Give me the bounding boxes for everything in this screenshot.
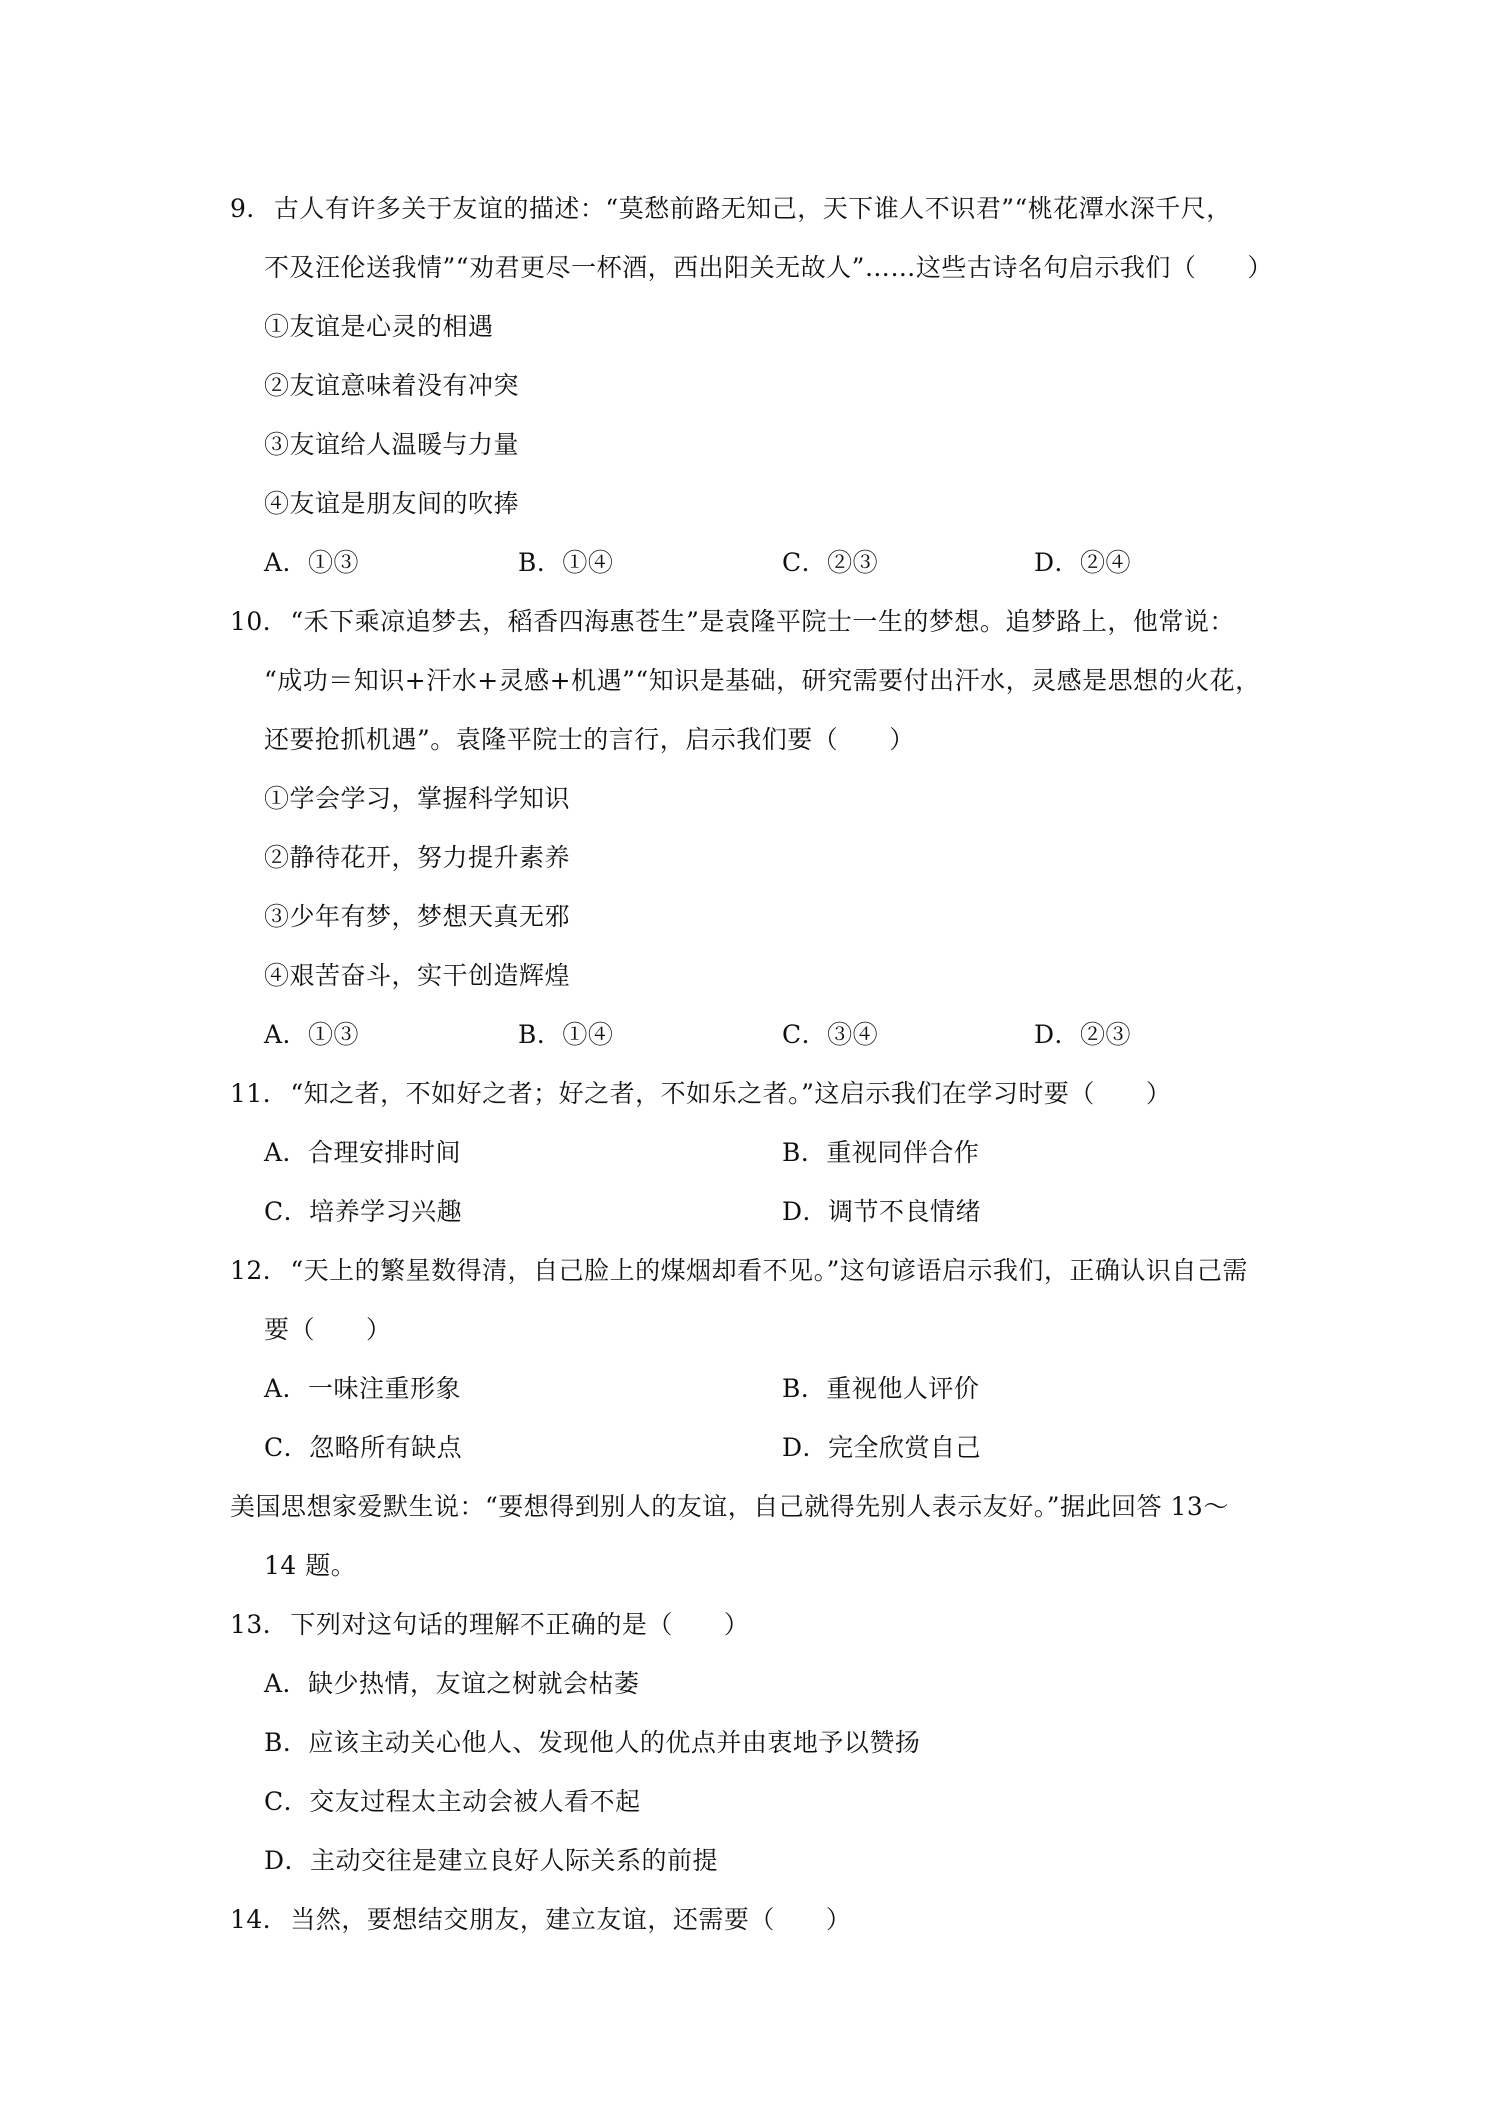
question-9-line-1	[230, 192, 1232, 226]
question-10-option-a: A．①③	[264, 1020, 360, 1049]
question-9-option-a: A．①③	[264, 548, 360, 577]
question-12-number: 12．	[230, 1256, 289, 1285]
question-9-stem: 古人有许多关于友谊的描述：“莫愁前路无知己，天下谁人不识君”“桃花潭水深千尺，	[273, 194, 1232, 223]
question-12-line-2: 要（ ）	[264, 1315, 392, 1344]
question-10-number: 10．	[230, 607, 289, 636]
question-12-option-d: D．完全欣赏自己	[782, 1433, 982, 1462]
question-10-statement-2: ②静待花开，努力提升素养	[264, 843, 571, 872]
question-9-option-d: D．②④	[1034, 548, 1132, 577]
question-11-option-b: B．重视同伴合作	[782, 1138, 980, 1167]
question-9-option-c: C．②③	[782, 548, 879, 577]
question-9-statement-4: ④友谊是朋友间的吹捧	[264, 489, 520, 518]
shared-intro-line-2: 14 题。	[264, 1551, 357, 1580]
question-12-stem: “天上的繁星数得清，自己脸上的煤烟却看不见。”这句谚语启示我们，正确认识自己需	[290, 1256, 1248, 1285]
question-10-option-d: D．②③	[1034, 1020, 1132, 1049]
question-13-option-a: A．缺少热情，友谊之树就会枯萎	[264, 1669, 640, 1698]
question-11-number: 11．	[230, 1079, 289, 1108]
question-14-number: 14．	[230, 1905, 289, 1934]
question-10-option-b: B．①④	[518, 1020, 614, 1049]
question-10-stem: “禾下乘凉追梦去，稻香四海惠苍生”是袁隆平院士一生的梦想。追梦路上，他常说：	[290, 607, 1235, 636]
question-13-line-1	[230, 1608, 749, 1642]
question-10-line-2: “成功＝知识+汗水+灵感+机遇”“知识是基础，研究需要付出汗水，灵感是思想的火花，	[264, 666, 1261, 695]
question-10-statement-1: ①学会学习，掌握科学知识	[264, 784, 571, 813]
question-13-number: 13．	[230, 1610, 289, 1639]
question-13-option-d: D．主动交往是建立良好人际关系的前提	[264, 1846, 719, 1875]
shared-intro-line-1: 美国思想家爱默生说：“要想得到别人的友谊，自己就得先别人表示友好。”据此回答 13～	[230, 1492, 1229, 1521]
question-9-statement-3: ③友谊给人温暖与力量	[264, 430, 520, 459]
question-9-number: 9．	[230, 194, 272, 223]
question-12-line-1	[230, 1254, 1248, 1288]
question-9-statement-2: ②友谊意味着没有冲突	[264, 371, 520, 400]
question-9-statement-1: ①友谊是心灵的相遇	[264, 312, 494, 341]
question-12-option-a: A．一味注重形象	[264, 1374, 462, 1403]
question-9-option-b: B．①④	[518, 548, 614, 577]
question-10-line-1	[230, 605, 1235, 639]
question-12-option-c: C．忽略所有缺点	[264, 1433, 463, 1462]
question-11-option-d: D．调节不良情绪	[782, 1197, 982, 1226]
question-11-stem: “知之者，不如好之者；好之者，不如乐之者。”这启示我们在学习时要（ ）	[290, 1079, 1172, 1108]
question-13-option-c: C．交友过程太主动会被人看不起	[264, 1787, 641, 1816]
question-13-stem: 下列对这句话的理解不正确的是（ ）	[290, 1610, 750, 1639]
question-14-line-1	[230, 1903, 851, 1937]
question-9-line-2: 不及汪伦送我情”“劝君更尽一杯酒，西出阳关无故人”……这些古诗名句启示我们（ ）	[264, 253, 1273, 282]
question-13-option-b: B．应该主动关心他人、发现他人的优点并由衷地予以赞扬	[264, 1728, 921, 1757]
question-11-option-a: A．合理安排时间	[264, 1138, 462, 1167]
question-11-option-c: C．培养学习兴趣	[264, 1197, 463, 1226]
question-10-statement-4: ④艰苦奋斗，实干创造辉煌	[264, 961, 571, 990]
question-11-line-1	[230, 1077, 1171, 1111]
question-12-option-b: B．重视他人评价	[782, 1374, 980, 1403]
question-14-stem: 当然，要想结交朋友，建立友谊，还需要（ ）	[290, 1905, 852, 1934]
question-10-line-3: 还要抢抓机遇”。袁隆平院士的言行，启示我们要（ ）	[264, 725, 915, 754]
question-10-statement-3: ③少年有梦，梦想天真无邪	[264, 902, 571, 931]
question-10-option-c: C．③④	[782, 1020, 879, 1049]
